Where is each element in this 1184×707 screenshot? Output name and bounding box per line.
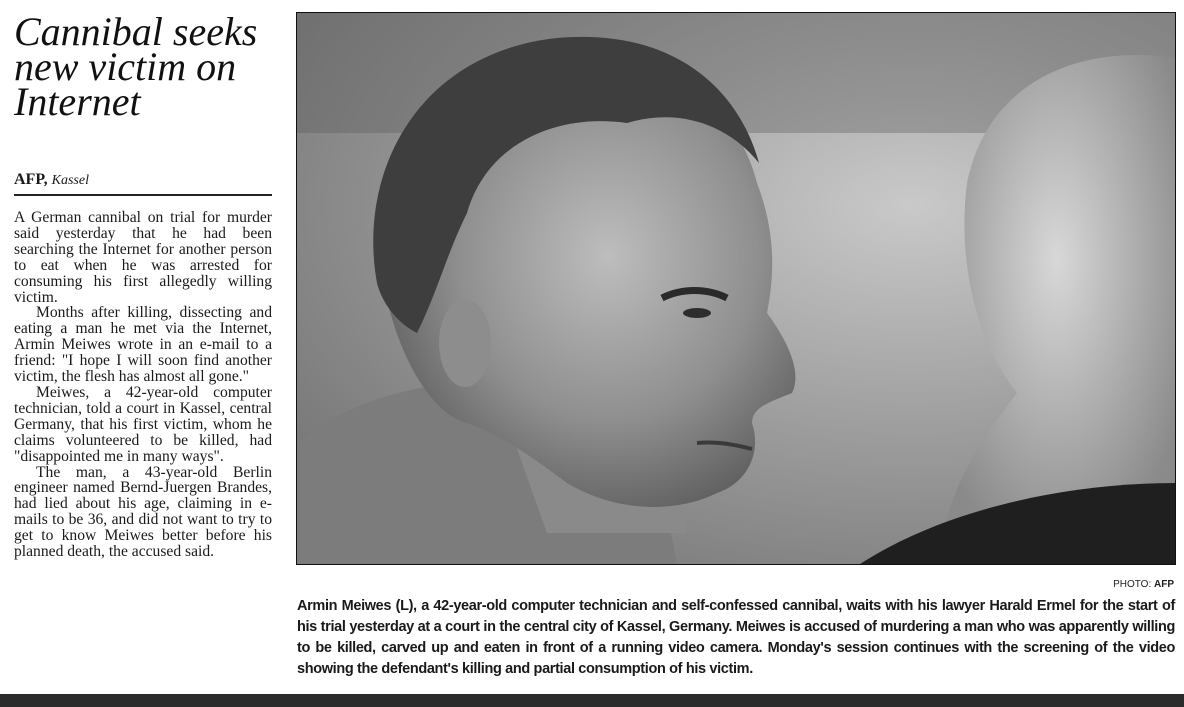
article-paragraph: A German cannibal on trial for murder said yesterday that he had been searching the Internet for another person to eat when he was arrested for consuming his first allegedly willing victim. — [14, 209, 272, 306]
photo-credit — [1113, 579, 1174, 590]
article-body — [14, 210, 272, 560]
byline — [14, 171, 272, 196]
article-paragraph: The man, a 43-year-old Berlin engineer named Bernd-Juergen Brandes, had lied about his age, claiming in e-mails to be 36, and did not want to try to get to know Meiwes better before his planned death, the accused said. — [14, 463, 272, 561]
headline: Cannibal seeks new victim on Internet — [14, 9, 258, 124]
byline-agency: AFP, — [14, 171, 48, 188]
page-bottom-rule — [0, 694, 1184, 707]
photo-illustration — [297, 13, 1176, 565]
article-paragraph: Months after killing, dissecting and eating a man he met via the Internet, Armin Meiwes wrote in an e-mail to a friend: "I hope I will soon find another victim, the flesh has almost all gone." — [14, 304, 272, 386]
photo-credit-label: PHOTO: — [1113, 579, 1152, 590]
photo-caption: Armin Meiwes (L), a 42-year-old computer technician and self-confessed cannibal, waits with his lawyer Harald Ermel for the start of his trial yesterday at a court in the central city of Kassel, Germany. Meiwes is accused of murdering a man who was apparently willing to be killed, carved up and eaten in front of a running video camera. Monday's session continues with the screening of the video showing the defendant's killing and partial consumption of his victim. — [297, 598, 1175, 677]
news-photo — [296, 12, 1176, 565]
article-paragraph: Meiwes, a 42-year-old computer technician, told a court in Kassel, central Germany, that his first victim, whom he claims volunteered to be killed, had "disappointed me in many ways". — [14, 383, 272, 465]
photo-credit-source: AFP — [1154, 579, 1174, 590]
byline-place: Kassel — [51, 173, 89, 188]
